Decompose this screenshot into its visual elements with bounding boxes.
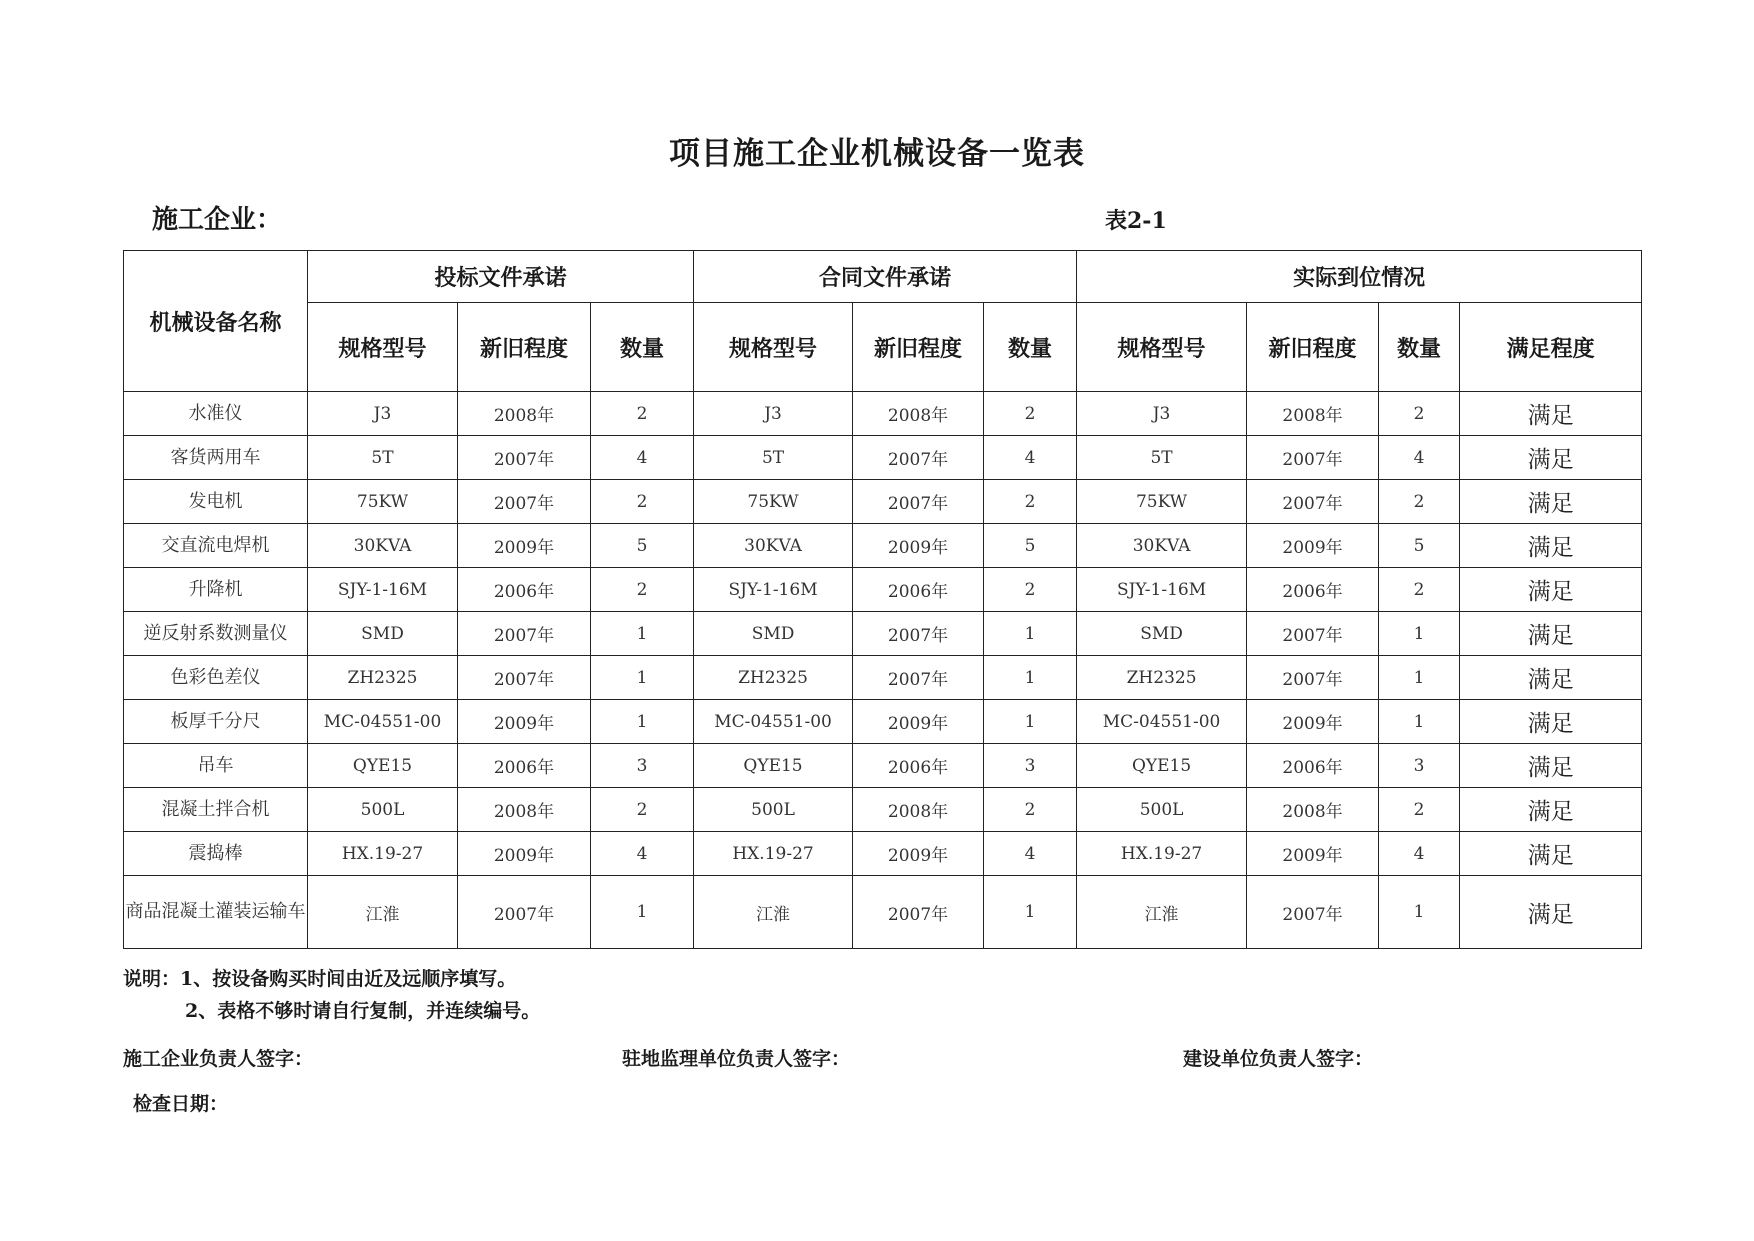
supervisor-signature-label: 驻地监理单位负责人签字： bbox=[622, 1048, 851, 1070]
actual-qty-cell: 1 bbox=[1379, 656, 1460, 700]
contract-qty-cell: 2 bbox=[984, 392, 1077, 436]
company-label: 施工企业： bbox=[152, 205, 283, 235]
equipment-name-header: 机械设备名称 bbox=[124, 251, 308, 392]
actual-age-header: 新旧程度 bbox=[1247, 303, 1379, 392]
equipment-name-cell: 震捣棒 bbox=[124, 832, 308, 876]
actual-spec-header: 规格型号 bbox=[1077, 303, 1247, 392]
contract-age-cell: 2007年 bbox=[853, 436, 984, 480]
bid-qty-cell: 2 bbox=[591, 568, 694, 612]
equipment-name-cell: 板厚千分尺 bbox=[124, 700, 308, 744]
actual-age-cell: 2007年 bbox=[1247, 436, 1379, 480]
equipment-name-cell: 升降机 bbox=[124, 568, 308, 612]
bid-spec-cell: 75KW bbox=[308, 480, 458, 524]
contract-spec-cell: HX.19-27 bbox=[694, 832, 853, 876]
satisfaction-cell: 满足 bbox=[1460, 656, 1642, 700]
actual-spec-cell: HX.19-27 bbox=[1077, 832, 1247, 876]
bid-age-cell: 2009年 bbox=[458, 524, 591, 568]
bid-qty-header: 数量 bbox=[591, 303, 694, 392]
table-row bbox=[124, 436, 1642, 480]
contract-spec-cell: ZH2325 bbox=[694, 656, 853, 700]
bid-spec-cell: QYE15 bbox=[308, 744, 458, 788]
bid-qty-cell: 2 bbox=[591, 480, 694, 524]
actual-age-cell: 2007年 bbox=[1247, 612, 1379, 656]
bid-qty-cell: 4 bbox=[591, 436, 694, 480]
table-body bbox=[124, 392, 1642, 949]
contract-spec-cell: 江淮 bbox=[694, 876, 853, 949]
bid-qty-cell: 1 bbox=[591, 656, 694, 700]
note-line-2: 2、表格不够时请自行复制，并连续编号。 bbox=[185, 1000, 541, 1022]
actual-qty-cell: 2 bbox=[1379, 480, 1460, 524]
satisfaction-cell: 满足 bbox=[1460, 832, 1642, 876]
satisfaction-cell: 满足 bbox=[1460, 744, 1642, 788]
contract-qty-cell: 1 bbox=[984, 656, 1077, 700]
satisfaction-cell: 满足 bbox=[1460, 788, 1642, 832]
contract-qty-cell: 4 bbox=[984, 436, 1077, 480]
actual-age-cell: 2007年 bbox=[1247, 656, 1379, 700]
table-row bbox=[124, 480, 1642, 524]
contract-age-header: 新旧程度 bbox=[853, 303, 984, 392]
contract-spec-cell: SMD bbox=[694, 612, 853, 656]
contract-commitment-header: 合同文件承诺 bbox=[694, 251, 1077, 303]
contract-spec-cell: 30KVA bbox=[694, 524, 853, 568]
satisfaction-cell: 满足 bbox=[1460, 612, 1642, 656]
actual-age-cell: 2006年 bbox=[1247, 744, 1379, 788]
bid-spec-cell: SMD bbox=[308, 612, 458, 656]
bid-spec-cell: 500L bbox=[308, 788, 458, 832]
contract-spec-cell: 75KW bbox=[694, 480, 853, 524]
contract-age-cell: 2008年 bbox=[853, 392, 984, 436]
contract-qty-cell: 1 bbox=[984, 612, 1077, 656]
bid-commitment-header: 投标文件承诺 bbox=[308, 251, 694, 303]
actual-age-cell: 2009年 bbox=[1247, 524, 1379, 568]
actual-qty-cell: 3 bbox=[1379, 744, 1460, 788]
satisfaction-cell: 满足 bbox=[1460, 392, 1642, 436]
actual-qty-cell: 1 bbox=[1379, 700, 1460, 744]
actual-age-cell: 2009年 bbox=[1247, 832, 1379, 876]
contract-spec-cell: 500L bbox=[694, 788, 853, 832]
actual-qty-cell: 2 bbox=[1379, 568, 1460, 612]
equipment-name-cell: 逆反射系数测量仪 bbox=[124, 612, 308, 656]
satisfaction-header: 满足程度 bbox=[1460, 303, 1642, 392]
bid-qty-cell: 5 bbox=[591, 524, 694, 568]
table-row bbox=[124, 832, 1642, 876]
table-row bbox=[124, 788, 1642, 832]
contract-spec-cell: SJY-1-16M bbox=[694, 568, 853, 612]
bid-spec-header: 规格型号 bbox=[308, 303, 458, 392]
equipment-name-cell: 客货两用车 bbox=[124, 436, 308, 480]
bid-spec-cell: MC-04551-00 bbox=[308, 700, 458, 744]
contract-spec-cell: J3 bbox=[694, 392, 853, 436]
bid-age-cell: 2007年 bbox=[458, 876, 591, 949]
contract-age-cell: 2006年 bbox=[853, 568, 984, 612]
satisfaction-cell: 满足 bbox=[1460, 700, 1642, 744]
actual-spec-cell: SJY-1-16M bbox=[1077, 568, 1247, 612]
actual-qty-cell: 2 bbox=[1379, 392, 1460, 436]
equipment-name-cell: 水准仪 bbox=[124, 392, 308, 436]
contract-qty-cell: 2 bbox=[984, 788, 1077, 832]
contract-age-cell: 2008年 bbox=[853, 788, 984, 832]
table-row bbox=[124, 612, 1642, 656]
actual-qty-cell: 4 bbox=[1379, 436, 1460, 480]
bid-spec-cell: ZH2325 bbox=[308, 656, 458, 700]
contract-age-cell: 2007年 bbox=[853, 480, 984, 524]
equipment-name-cell: 吊车 bbox=[124, 744, 308, 788]
contract-qty-header: 数量 bbox=[984, 303, 1077, 392]
bid-spec-cell: 30KVA bbox=[308, 524, 458, 568]
contract-age-cell: 2007年 bbox=[853, 612, 984, 656]
contract-qty-cell: 5 bbox=[984, 524, 1077, 568]
bid-age-cell: 2008年 bbox=[458, 788, 591, 832]
contract-age-cell: 2009年 bbox=[853, 832, 984, 876]
bid-age-cell: 2006年 bbox=[458, 568, 591, 612]
contractor-signature-label: 施工企业负责人签字： bbox=[123, 1048, 314, 1070]
inspection-date-label: 检查日期： bbox=[133, 1093, 229, 1115]
actual-qty-cell: 5 bbox=[1379, 524, 1460, 568]
actual-age-cell: 2009年 bbox=[1247, 700, 1379, 744]
bid-age-cell: 2006年 bbox=[458, 744, 591, 788]
actual-age-cell: 2007年 bbox=[1247, 876, 1379, 949]
contract-qty-cell: 1 bbox=[984, 876, 1077, 949]
actual-qty-cell: 4 bbox=[1379, 832, 1460, 876]
contract-qty-cell: 2 bbox=[984, 568, 1077, 612]
contract-age-cell: 2007年 bbox=[853, 656, 984, 700]
contract-qty-cell: 2 bbox=[984, 480, 1077, 524]
actual-age-cell: 2008年 bbox=[1247, 392, 1379, 436]
bid-age-cell: 2009年 bbox=[458, 832, 591, 876]
actual-spec-cell: QYE15 bbox=[1077, 744, 1247, 788]
satisfaction-cell: 满足 bbox=[1460, 876, 1642, 949]
actual-spec-cell: MC-04551-00 bbox=[1077, 700, 1247, 744]
bid-spec-cell: HX.19-27 bbox=[308, 832, 458, 876]
bid-spec-cell: 5T bbox=[308, 436, 458, 480]
owner-signature-label: 建设单位负责人签字： bbox=[1183, 1048, 1374, 1070]
bid-age-cell: 2007年 bbox=[458, 436, 591, 480]
bid-age-cell: 2007年 bbox=[458, 656, 591, 700]
actual-spec-cell: 5T bbox=[1077, 436, 1247, 480]
bid-spec-cell: 江淮 bbox=[308, 876, 458, 949]
satisfaction-cell: 满足 bbox=[1460, 436, 1642, 480]
contract-age-cell: 2009年 bbox=[853, 524, 984, 568]
table-row bbox=[124, 876, 1642, 949]
bid-age-header: 新旧程度 bbox=[458, 303, 591, 392]
actual-status-header: 实际到位情况 bbox=[1077, 251, 1642, 303]
bid-age-cell: 2007年 bbox=[458, 612, 591, 656]
table-row bbox=[124, 392, 1642, 436]
bid-qty-cell: 1 bbox=[591, 700, 694, 744]
bid-qty-cell: 4 bbox=[591, 832, 694, 876]
actual-qty-cell: 1 bbox=[1379, 876, 1460, 949]
satisfaction-cell: 满足 bbox=[1460, 480, 1642, 524]
satisfaction-cell: 满足 bbox=[1460, 568, 1642, 612]
contract-qty-cell: 4 bbox=[984, 832, 1077, 876]
bid-qty-cell: 1 bbox=[591, 612, 694, 656]
bid-qty-cell: 1 bbox=[591, 876, 694, 949]
satisfaction-cell: 满足 bbox=[1460, 524, 1642, 568]
actual-qty-header: 数量 bbox=[1379, 303, 1460, 392]
bid-spec-cell: SJY-1-16M bbox=[308, 568, 458, 612]
contract-spec-cell: 5T bbox=[694, 436, 853, 480]
contract-qty-cell: 3 bbox=[984, 744, 1077, 788]
contract-spec-cell: QYE15 bbox=[694, 744, 853, 788]
bid-age-cell: 2009年 bbox=[458, 700, 591, 744]
table-row bbox=[124, 568, 1642, 612]
equipment-name-cell: 混凝土拌合机 bbox=[124, 788, 308, 832]
actual-spec-cell: 30KVA bbox=[1077, 524, 1247, 568]
table-row bbox=[124, 744, 1642, 788]
bid-spec-cell: J3 bbox=[308, 392, 458, 436]
actual-spec-cell: 江淮 bbox=[1077, 876, 1247, 949]
actual-spec-cell: 500L bbox=[1077, 788, 1247, 832]
contract-age-cell: 2007年 bbox=[853, 876, 984, 949]
contract-age-cell: 2009年 bbox=[853, 700, 984, 744]
equipment-name-cell: 商品混凝土灌装运输车 bbox=[124, 876, 308, 949]
bid-qty-cell: 3 bbox=[591, 744, 694, 788]
table-row bbox=[124, 656, 1642, 700]
page-title: 项目施工企业机械设备一览表 bbox=[669, 136, 1085, 172]
equipment-name-cell: 发电机 bbox=[124, 480, 308, 524]
actual-spec-cell: 75KW bbox=[1077, 480, 1247, 524]
equipment-table bbox=[123, 250, 1642, 949]
table-row bbox=[124, 700, 1642, 744]
note-line-1: 说明：1、按设备购买时间由近及远顺序填写。 bbox=[123, 968, 517, 990]
actual-spec-cell: ZH2325 bbox=[1077, 656, 1247, 700]
table-number: 表2-1 bbox=[1105, 208, 1167, 234]
actual-qty-cell: 1 bbox=[1379, 612, 1460, 656]
bid-age-cell: 2007年 bbox=[458, 480, 591, 524]
equipment-name-cell: 色彩色差仪 bbox=[124, 656, 308, 700]
actual-age-cell: 2008年 bbox=[1247, 788, 1379, 832]
bid-qty-cell: 2 bbox=[591, 392, 694, 436]
contract-age-cell: 2006年 bbox=[853, 744, 984, 788]
bid-age-cell: 2008年 bbox=[458, 392, 591, 436]
actual-spec-cell: J3 bbox=[1077, 392, 1247, 436]
bid-qty-cell: 2 bbox=[591, 788, 694, 832]
contract-spec-header: 规格型号 bbox=[694, 303, 853, 392]
actual-age-cell: 2007年 bbox=[1247, 480, 1379, 524]
actual-spec-cell: SMD bbox=[1077, 612, 1247, 656]
actual-age-cell: 2006年 bbox=[1247, 568, 1379, 612]
contract-qty-cell: 1 bbox=[984, 700, 1077, 744]
equipment-name-cell: 交直流电焊机 bbox=[124, 524, 308, 568]
table-row bbox=[124, 524, 1642, 568]
actual-qty-cell: 2 bbox=[1379, 788, 1460, 832]
contract-spec-cell: MC-04551-00 bbox=[694, 700, 853, 744]
